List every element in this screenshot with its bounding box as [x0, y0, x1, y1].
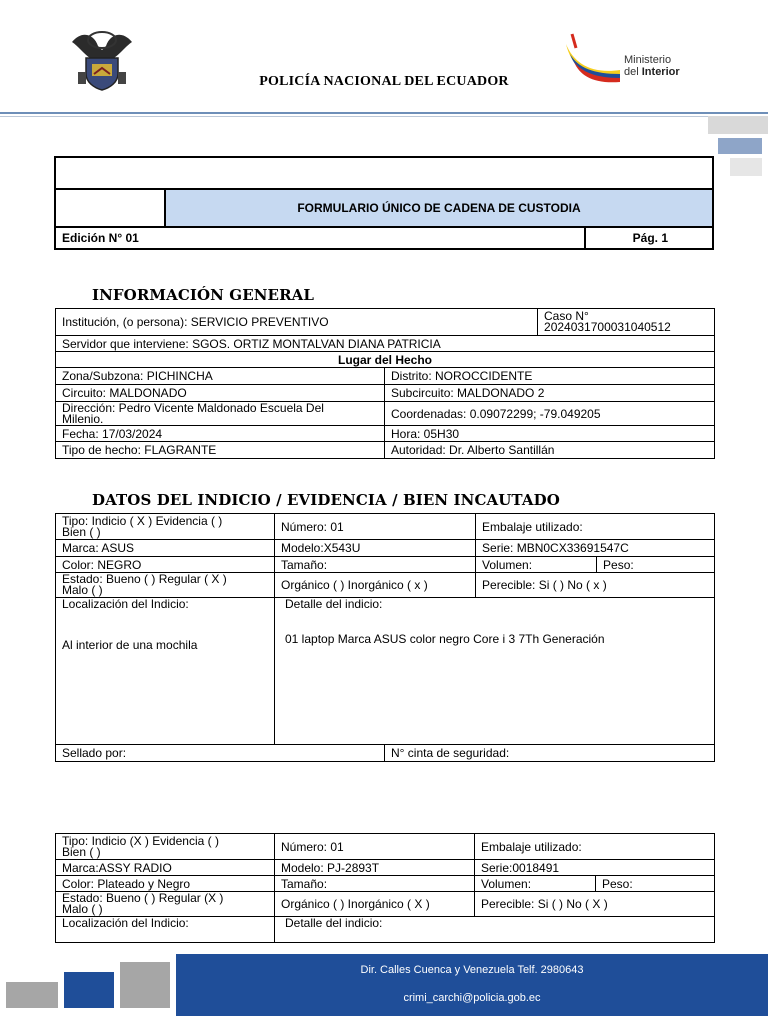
header-divider-thin [0, 116, 768, 117]
color-cell: Color: NEGRO [56, 557, 275, 573]
institution-cell: Institución, (o persona): SERVICIO PREVENTIVO [56, 309, 538, 336]
address-line2: Milenio. [62, 411, 104, 426]
deco-square [730, 158, 762, 176]
time-cell: Hora: 05H30 [385, 426, 715, 442]
detail-cell [275, 598, 715, 745]
state-line2: Malo ( ) [62, 902, 103, 916]
authority-cell: Autoridad: Dr. Alberto Santillán [385, 442, 715, 459]
perishable-cell: Perecible: Si ( ) No ( x ) [476, 573, 715, 598]
organic-cell: Orgánico ( ) Inorgánico ( X ) [275, 892, 475, 917]
evidence-number-cell: Número: 01 [275, 834, 475, 860]
organic-cell: Orgánico ( ) Inorgánico ( x ) [275, 573, 476, 598]
address-line1: Dirección: Pedro Vicente Maldonado Escuela Del [62, 401, 324, 415]
evidence-type-line2: Bien ( ) [62, 524, 101, 539]
evidence-type-cell [56, 834, 275, 860]
coordinates-cell: Coordenadas: 0.09072299; -79.049205 [385, 402, 715, 426]
form-edition: Edición N° 01 [56, 228, 586, 248]
footer-email: crimi_carchi@policia.gob.ec [403, 992, 541, 1004]
detail-cell: Detalle del indicio: [275, 917, 715, 943]
deco-square [718, 138, 762, 154]
district-cell: Distrito: NOROCCIDENTE [385, 368, 715, 385]
evidence-heading: DATOS DEL INDICIO / EVIDENCIA / BIEN INCAUTADO [92, 491, 560, 509]
evidence-type-line1: Tipo: Indicio (X ) Evidencia ( ) [62, 833, 219, 848]
weight-cell: Peso: [597, 557, 715, 573]
case-number: 2024031700031040512 [544, 320, 671, 334]
evidence-number-cell: Número: 01 [275, 514, 476, 540]
perishable-cell: Perecible: Si ( ) No ( X ) [475, 892, 715, 917]
footer-deco-square [120, 962, 170, 1008]
footer-band [176, 954, 768, 1016]
evidence-table-2 [55, 833, 715, 943]
volume-cell: Volumen: [476, 557, 597, 573]
location-value: Al interior de una mochila [62, 638, 198, 652]
state-line2: Malo ( ) [62, 583, 103, 597]
zone-cell: Zona/Subzona: PICHINCHA [56, 368, 385, 385]
packaging-cell: Embalaje utilizado: [476, 514, 715, 540]
model-cell: Modelo:X543U [275, 540, 476, 557]
footer-deco-square [6, 982, 58, 1008]
general-info-table [55, 308, 715, 459]
circuit-cell: Circuito: MALDONADO [56, 385, 385, 402]
serial-cell: Serie: MBN0CX33691547C [476, 540, 715, 557]
date-cell: Fecha: 17/03/2024 [56, 426, 385, 442]
weight-cell: Peso: [596, 876, 715, 892]
tape-number-cell: N° cinta de seguridad: [385, 745, 715, 762]
ministry-line1: Ministerio [624, 54, 672, 66]
state-cell [56, 892, 275, 917]
location-label: Localización del Indicio: [62, 597, 189, 611]
evidence-table-1 [55, 513, 715, 762]
address-cell [56, 402, 385, 426]
detail-label: Detalle del indicio: [285, 597, 383, 611]
evidence-type-cell [56, 514, 275, 540]
evidence-type-line1: Tipo: Indicio ( X ) Evidencia ( ) [62, 513, 223, 528]
model-cell: Modelo: PJ-2893T [275, 860, 475, 876]
size-cell: Tamaño: [275, 876, 475, 892]
form-header-blank-row [56, 158, 712, 190]
packaging-cell: Embalaje utilizado: [475, 834, 715, 860]
ministry-line3: Interior [641, 66, 680, 78]
evidence-type-line2: Bien ( ) [62, 844, 101, 859]
brand-cell: Marca:ASSY RADIO [56, 860, 275, 876]
location-cell [56, 598, 275, 745]
brand-cell: Marca: ASUS [56, 540, 275, 557]
size-cell: Tamaño: [275, 557, 476, 573]
footer-address: Dir. Calles Cuenca y Venezuela Telf. 2980643 [360, 964, 584, 976]
institution-title: POLICÍA NACIONAL DEL ECUADOR [259, 74, 509, 89]
ministry-line2: del [624, 66, 639, 78]
header-divider [0, 112, 768, 114]
case-number-cell [538, 309, 715, 336]
state-line1: Estado: Bueno ( ) Regular ( X ) [62, 572, 227, 586]
form-header-box [54, 156, 714, 250]
event-type-cell: Tipo de hecho: FLAGRANTE [56, 442, 385, 459]
subcircuit-cell: Subcircuito: MALDONADO 2 [385, 385, 715, 402]
servant-cell: Servidor que interviene: SGOS. ORTIZ MONTALVAN DIANA PATRICIA [56, 336, 715, 352]
form-title: FORMULARIO ÚNICO DE CADENA DE CUSTODIA [166, 190, 712, 228]
volume-cell: Volumen: [475, 876, 596, 892]
general-info-heading: INFORMACIÓN GENERAL [92, 286, 315, 304]
form-header-logo-cell [56, 190, 166, 228]
form-page: Pág. 1 [632, 231, 668, 245]
place-header: Lugar del Hecho [56, 352, 715, 368]
deco-square [708, 116, 768, 134]
detail-value: 01 laptop Marca ASUS color negro Core i 3 7Th Generación [285, 632, 605, 646]
state-cell [56, 573, 275, 598]
state-line1: Estado: Bueno ( ) Regular (X ) [62, 891, 224, 905]
location-cell: Localización del Indicio: [56, 917, 275, 943]
serial-cell: Serie:0018491 [475, 860, 715, 876]
sealed-by-cell: Sellado por: [56, 745, 385, 762]
case-label: Caso N° [544, 309, 589, 323]
footer-deco-square [64, 972, 114, 1008]
color-cell: Color: Plateado y Negro [56, 876, 275, 892]
